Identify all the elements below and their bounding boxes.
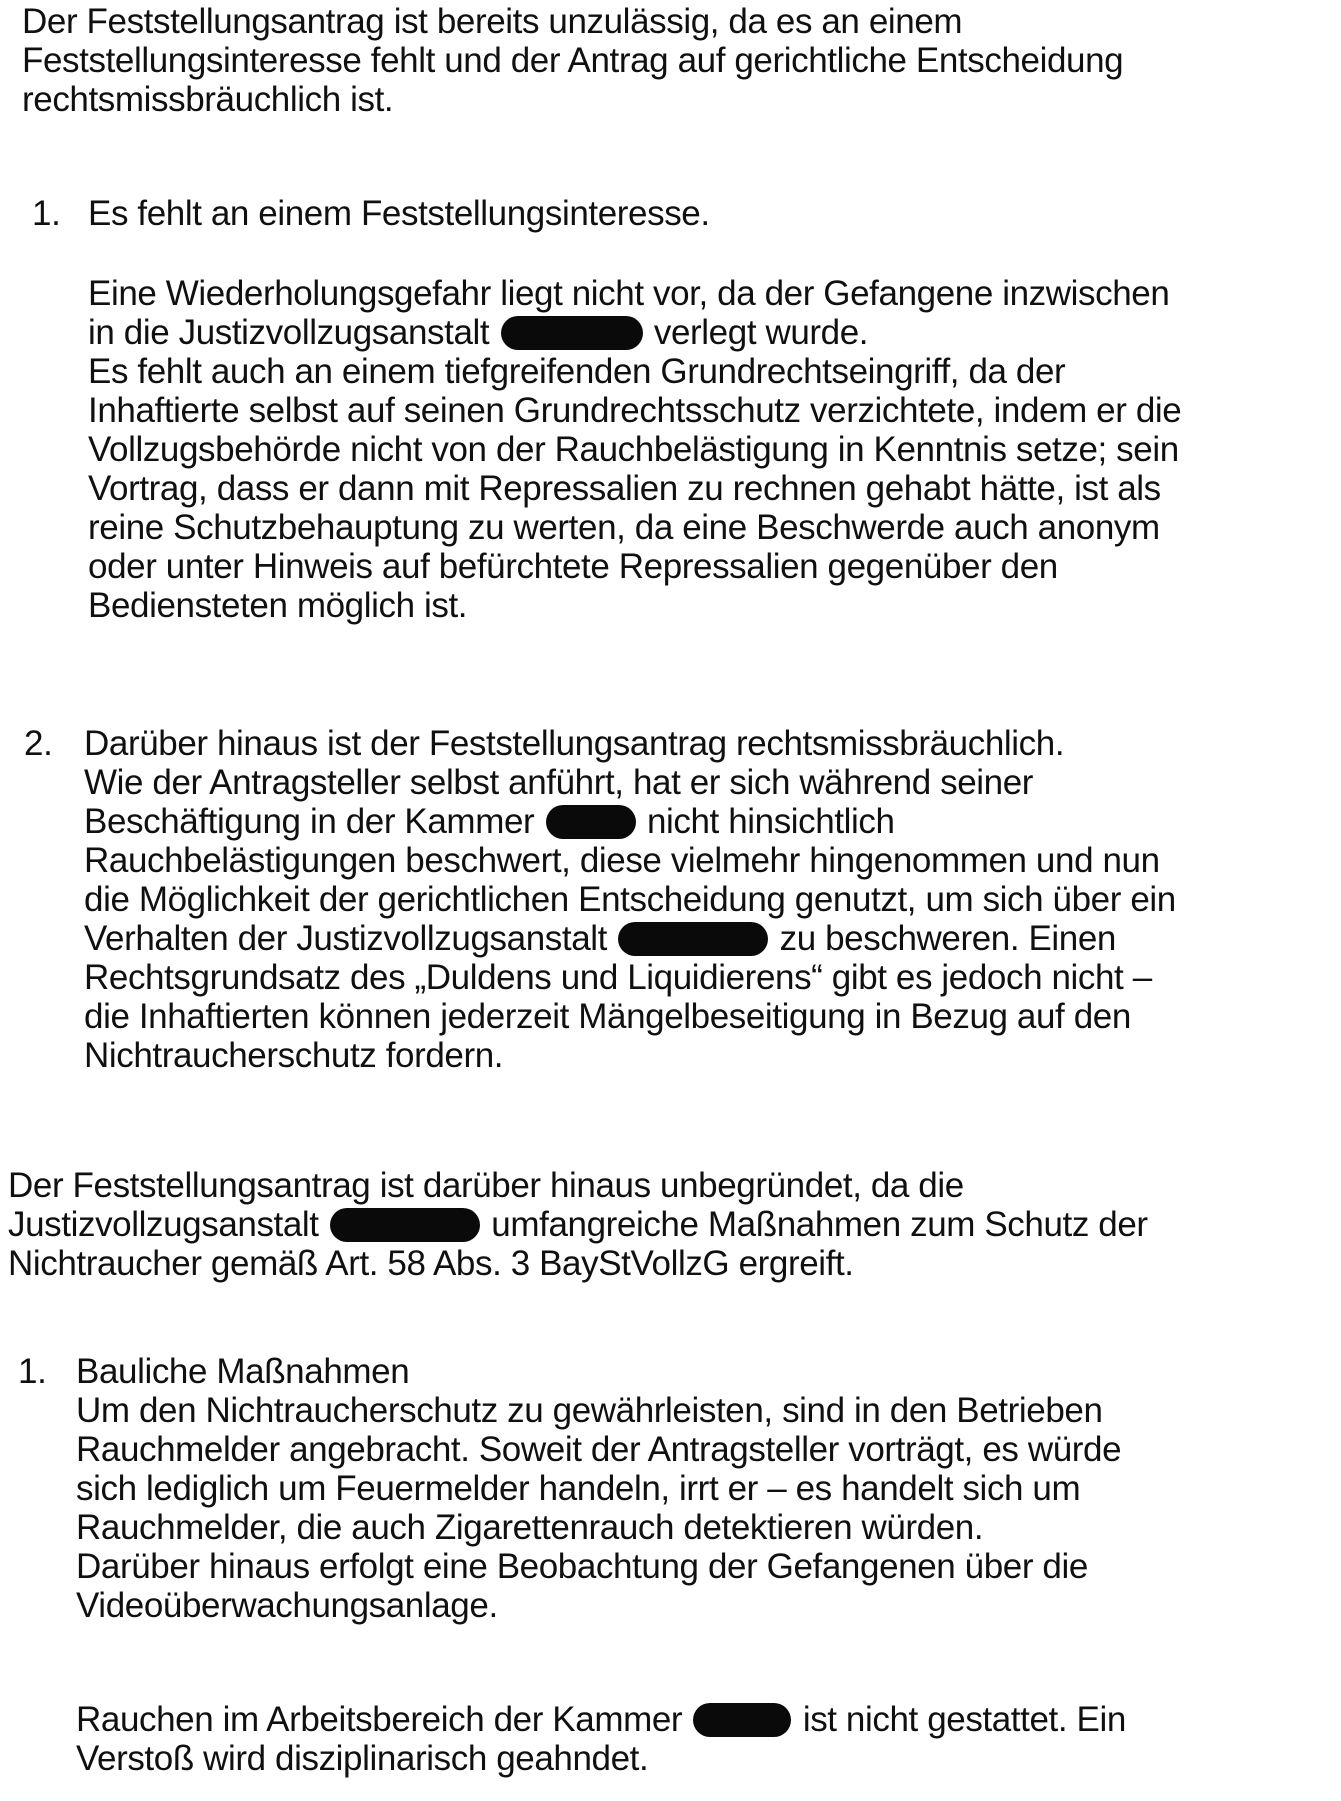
redaction-mark — [546, 805, 636, 839]
body-line: die Inhaftierten können jederzeit Mängelbeseitigung in Bezug auf den — [84, 997, 1131, 1036]
list-body — [76, 1352, 1121, 1625]
section2-intro — [8, 1166, 1148, 1283]
body-text: zu beschweren. Einen — [779, 919, 1117, 958]
redaction-mark — [501, 316, 643, 350]
list-body — [84, 724, 1176, 1075]
body-text: Rauchen im Arbeitsbereich der Kammer — [76, 1700, 683, 1739]
body-text: Beschäftigung in der Kammer — [84, 802, 535, 841]
body-line: Nichtraucher gemäß Art. 58 Abs. 3 BayStVollzG ergreift. — [8, 1244, 854, 1283]
list-heading: Darüber hinaus ist der Feststellungsantrag rechtsmissbräuchlich. — [84, 724, 1065, 763]
body-line — [84, 802, 1176, 841]
body-line: reine Schutzbehauptung zu werten, da eine Beschwerde auch anonym — [88, 508, 1160, 547]
body-line: Verstoß wird disziplinarisch geahndet. — [76, 1739, 649, 1778]
list-body — [88, 274, 1181, 625]
body-line: Vortrag, dass er dann mit Repressalien zu rechnen gehabt hätte, ist als — [88, 469, 1161, 508]
body-line: Videoüberwachungsanlage. — [76, 1586, 498, 1625]
body-line: Der Feststellungsantrag ist darüber hinaus unbegründet, da die — [8, 1166, 964, 1205]
body-text: verlegt wurde. — [653, 313, 869, 352]
list-body — [76, 1700, 1126, 1778]
intro-line: Der Feststellungsantrag ist bereits unzulässig, da es an einem — [22, 2, 963, 41]
body-line — [8, 1205, 1148, 1244]
body-text: ist nicht gestattet. Ein — [802, 1700, 1126, 1739]
body-text: Justizvollzugsanstalt — [8, 1205, 319, 1244]
intro-line: rechtsmissbräuchlich ist. — [22, 80, 394, 119]
redaction-mark — [693, 1703, 791, 1737]
body-line: Rauchmelder angebracht. Soweit der Antragsteller vorträgt, es würde — [76, 1430, 1122, 1469]
body-line — [84, 919, 1176, 958]
intro-line: Feststellungsinteresse fehlt und der Antrag auf gerichtliche Entscheidung — [22, 41, 1124, 80]
body-line — [76, 1700, 1126, 1739]
body-line: Wie der Antragsteller selbst anführt, hat er sich während seiner — [84, 763, 1034, 802]
body-line: Um den Nichtraucherschutz zu gewährleisten, sind in den Betrieben — [76, 1391, 1103, 1430]
body-line: sich lediglich um Feuermelder handeln, irrt er – es handelt sich um — [76, 1469, 1081, 1508]
body-line: die Möglichkeit der gerichtlichen Entscheidung genutzt, um sich über ein — [84, 880, 1176, 919]
body-line: Nichtraucherschutz fordern. — [84, 1036, 504, 1075]
intro-paragraph — [22, 2, 1123, 119]
body-text: nicht hinsichtlich — [646, 802, 895, 841]
body-line: Darüber hinaus erfolgt eine Beobachtung der Gefangenen über die — [76, 1547, 1088, 1586]
list-heading: Bauliche Maßnahmen — [76, 1352, 410, 1391]
body-line: Rauchbelästigungen beschwert, diese vielmehr hingenommen und nun — [84, 841, 1160, 880]
list-number: 2. — [24, 724, 53, 763]
body-text: umfangreiche Maßnahmen zum Schutz der — [491, 1205, 1148, 1244]
body-line — [88, 313, 1181, 352]
list-heading: Es fehlt an einem Feststellungsinteresse. — [88, 194, 710, 233]
body-line: Rechtsgrundsatz des „Duldens und Liquidierens“ gibt es jedoch nicht – — [84, 958, 1152, 997]
body-line: Vollzugsbehörde nicht von der Rauchbelästigung in Kenntnis setze; sein — [88, 430, 1179, 469]
body-line: Eine Wiederholungsgefahr liegt nicht vor, da der Gefangene inzwischen — [88, 274, 1170, 313]
redaction-mark — [330, 1208, 480, 1242]
list-number: 1. — [18, 1352, 47, 1391]
body-text: Verhalten der Justizvollzugsanstalt — [84, 919, 607, 958]
list-number: 1. — [32, 194, 61, 233]
body-line: Inhaftierte selbst auf seinen Grundrechtsschutz verzichtete, indem er die — [88, 391, 1182, 430]
body-line: oder unter Hinweis auf befürchtete Repressalien gegenüber den — [88, 547, 1058, 586]
body-line: Es fehlt auch an einem tiefgreifenden Grundrechtseingriff, da der — [88, 352, 1066, 391]
body-line: Rauchmelder, die auch Zigarettenrauch detektieren würden. — [76, 1508, 984, 1547]
redaction-mark — [618, 922, 768, 956]
body-text: in die Justizvollzugsanstalt — [88, 313, 490, 352]
body-line: Bediensteten möglich ist. — [88, 586, 468, 625]
